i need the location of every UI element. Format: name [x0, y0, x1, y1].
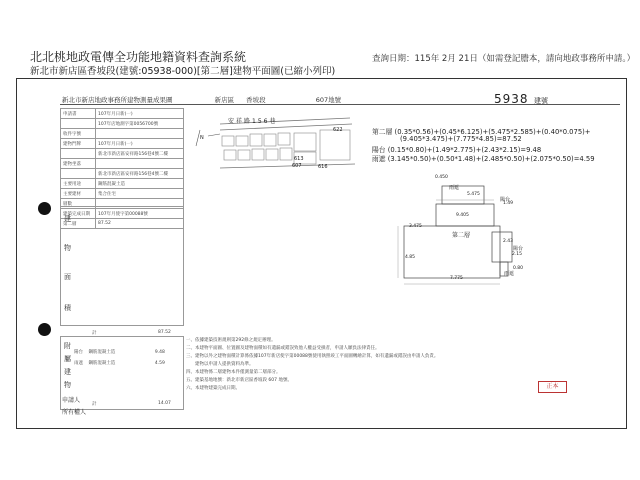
attribute-label — [61, 119, 96, 129]
formula-line-4: 雨遮 (3.145*0.50)+(0.50*1.48)+(2.485*0.50)+(2.075*0.50)=4.59 — [372, 155, 595, 163]
attribute-label — [61, 149, 96, 159]
annex-label-char-3: 建 — [64, 368, 71, 376]
annex-row-1-value: 9.48 — [154, 350, 165, 355]
plan-dim-2: 9.405 — [456, 213, 469, 218]
map-lot-1: 607 — [292, 163, 302, 169]
applicant-label: 申請人 — [62, 397, 81, 404]
formula-line-2: (9.405*3.475)+(7.775*4.85)=87.52 — [400, 135, 522, 143]
attribute-label: 申請書 — [61, 109, 96, 119]
area-box — [60, 206, 184, 326]
area-total-label: 計 — [92, 331, 97, 336]
attribute-value — [96, 129, 184, 139]
attribute-label: 主要用途 — [61, 179, 96, 189]
attribute-label: 收件字號 — [61, 129, 96, 139]
attribute-label: 主要建材 — [61, 189, 96, 199]
attribute-row — [61, 129, 184, 139]
plan-dim-6: 3.475 — [409, 224, 422, 229]
area-label-char-2: 物 — [64, 244, 71, 252]
attribute-label — [61, 169, 96, 179]
annex-total-value: 14.07 — [158, 401, 171, 406]
plan-dim-9: 2.15 — [512, 252, 523, 257]
building-number: 5938 — [494, 92, 529, 106]
plan-label-canopy-top: 雨遮 — [449, 185, 460, 191]
attribute-row — [61, 149, 184, 159]
annex-label-char-4: 物 — [64, 381, 71, 389]
plan-label-second-floor: 第二層 — [452, 232, 471, 239]
plan-label-canopy-side: 雨遮 — [504, 271, 515, 277]
sheet-header-divider — [60, 104, 620, 105]
plan-dim-8: 2.43 — [503, 239, 514, 244]
query-time: 查詢日期：115年 2月 21日（如需登記謄本，請向地政事務所申請。） — [372, 54, 636, 64]
attribute-label: 層數 — [61, 199, 96, 209]
attribute-value — [96, 159, 184, 169]
system-title: 北北桃地政電傳全功能地籍資料查詢系統 — [30, 50, 247, 64]
district-name: 新店區 — [214, 96, 235, 104]
plan-dim-7: 1.49 — [503, 201, 514, 206]
plan-dim-3: 7.775 — [450, 276, 463, 281]
map-lot-2: 613 — [294, 156, 304, 162]
map-lot-4: 622 — [333, 127, 343, 133]
building-number-label: 建號 — [534, 97, 548, 105]
attribute-row — [61, 109, 184, 119]
section-name: 香坡段 — [246, 96, 266, 104]
location-map — [190, 106, 368, 182]
attribute-row — [61, 159, 184, 169]
attribute-row — [61, 169, 184, 179]
map-lot-3: 616 — [318, 164, 328, 170]
annex-row-1-label: 陽台 — [74, 350, 83, 355]
plan-label-balcony-side: 陽台 — [513, 246, 524, 252]
attribute-value: 107年店地測字第0056700號 — [96, 119, 184, 129]
annex-row-2-material: 鋼筋混凝土造 — [88, 361, 116, 366]
note-5: 四、本建物係二層建物本件僅測量第二層部分。 — [186, 370, 281, 375]
annex-row-1-material: 鋼筋混凝土造 — [88, 350, 116, 355]
official-stamp: 正本 — [538, 381, 567, 393]
plan-label-balcony-top: 陽台 — [500, 197, 511, 203]
note-1: 一、依據建築技術規則第292條之規定辦理。 — [186, 338, 276, 343]
note-2: 二、本建物平面圖、位置圖及建物面積如有遺漏或錯誤致他人權益受損者，申請人願負法律責任。 — [186, 346, 380, 351]
attribute-value: 鋼筋混凝土造 — [96, 179, 184, 189]
attribute-value: 集合住宅 — [96, 189, 184, 199]
note-7: 六、本建物建築完成日期。 — [186, 386, 240, 391]
attribute-row — [61, 179, 184, 189]
attribute-label: 第二層 — [61, 219, 96, 229]
annex-label-char-1: 附 — [64, 342, 71, 350]
plan-dim-4: 0.450 — [435, 175, 448, 180]
attribute-label: 建築完成日期 — [61, 209, 96, 219]
attribute-value: 107年月使字第00088號 — [96, 209, 184, 219]
attribute-value: 107年月日新(一) — [96, 139, 184, 149]
lot-number: 607地號 — [315, 96, 342, 104]
area-label-char-3: 面 — [64, 273, 71, 281]
formula-line-3: 陽台 (0.15*0.80)+(1.49*2.775)+(2.43*2.15)=9.48 — [372, 146, 542, 154]
owner-label: 所有權人 — [62, 409, 87, 416]
plan-dim-5: 4.85 — [405, 255, 416, 260]
survey-office: 新北市新店地政事務所建物測量成果圖 — [62, 96, 173, 104]
document-subtitle: 新北市新店區香坡段(建號:05938-000)[第二層]建物平面圖(已縮小列印) — [30, 66, 336, 77]
sheet-header-row — [62, 95, 341, 104]
area-label-char-4: 積 — [64, 304, 71, 312]
map-north-arrow: N — [200, 135, 204, 141]
area-label-char-1: 建 — [64, 215, 71, 223]
area-total-value: 87.52 — [158, 330, 171, 335]
attribute-label: 建物坐落 — [61, 159, 96, 169]
annex-label-char-2: 屬 — [64, 355, 71, 363]
note-6: 五、建築基地地號：新北市新店區香坡段 607 地號。 — [186, 378, 292, 383]
attribute-value: 107年月日新(一) — [96, 109, 184, 119]
annex-total-label: 計 — [92, 402, 97, 407]
plan-dim-1: 5.475 — [467, 192, 480, 197]
attribute-row — [61, 119, 184, 129]
attribute-row — [61, 139, 184, 149]
map-road-label: 安祥路156巷 — [228, 118, 278, 125]
note-3: 三、建物以外之建物面積計算係依據107年新店使字第00088號使用執照竣工平面圖轉繪計算，如有遺漏或錯誤由申請人負責。 — [186, 354, 439, 359]
annex-row-2-value: 4.59 — [154, 361, 165, 366]
attribute-value: 新北市新店區安祥路156巷4號二樓 — [96, 149, 184, 159]
attribute-row — [61, 189, 184, 199]
attribute-value: 87.52 — [96, 219, 184, 229]
attribute-label: 建物門牌 — [61, 139, 96, 149]
plan-dim-10: 0.80 — [513, 266, 524, 271]
note-4: 建物以申請人提供資料為準。 — [186, 362, 254, 367]
attribute-value: 新北市新店區安祥路156巷4號二樓 — [96, 169, 184, 179]
formula-line-1: 第二層 (0.35*0.56)+(0.45*6.125)+(5.475*2.585)+(0.40*0.075)+ — [372, 128, 591, 136]
annex-row-2-label: 雨遮 — [74, 361, 83, 366]
